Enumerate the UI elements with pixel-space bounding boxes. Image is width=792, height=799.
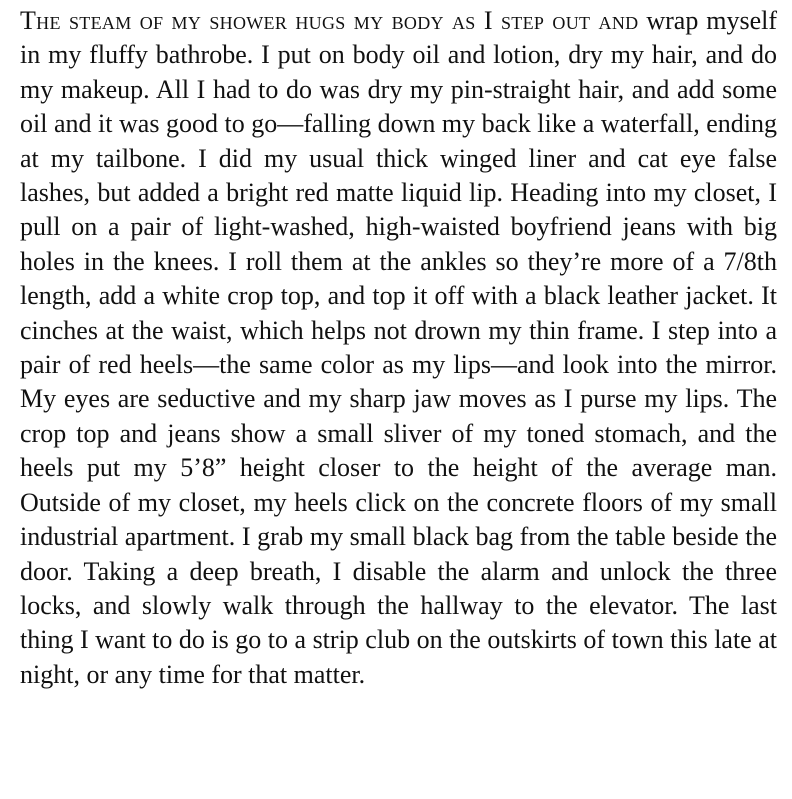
body-text: wrap myself in my fluffy bathrobe. I put on body oil and lotion, dry my hair, and do my makeup. All I had to do was dry my pin-straight hair, and add some oil and it was good to go—falling down my back like a waterfall, ending at my tailbone. I did my usual thick winged liner and cat eye false lashes, but added a bright red matte liquid lip. Heading into my closet, I pull on a pair of light-washed, high-waisted boyfriend jeans with big holes in the knees. I roll them at the ankles so they’re more of a 7/8th length, add a white crop top, and top it off with a black leather jacket. It cinches at the waist, which helps not drown my thin frame. I step into a pair of red heels—the same color as my lips—and look into the mirror. My eyes are seductive and my sharp jaw moves as I purse my lips. The crop top and jeans show a small sliver of my toned stomach, and the heels put my 5’8” height closer to the height of the average man. Outside of my closet, my heels click on the concrete floors of my small industrial apartment. I grab my small black bag from the table beside the door. Taking a deep breath, I disable the alarm and unlock the three locks, and slowly walk through the hallway to the elevator. The last thing I want to do is go to a strip club on the outskirts of town this late at night, or any time for that matter.	[20, 6, 777, 689]
body-paragraph	[20, 4, 777, 692]
lead-in-text: The steam of my shower hugs my body as I step out and	[20, 6, 639, 35]
document-page	[20, 4, 777, 692]
